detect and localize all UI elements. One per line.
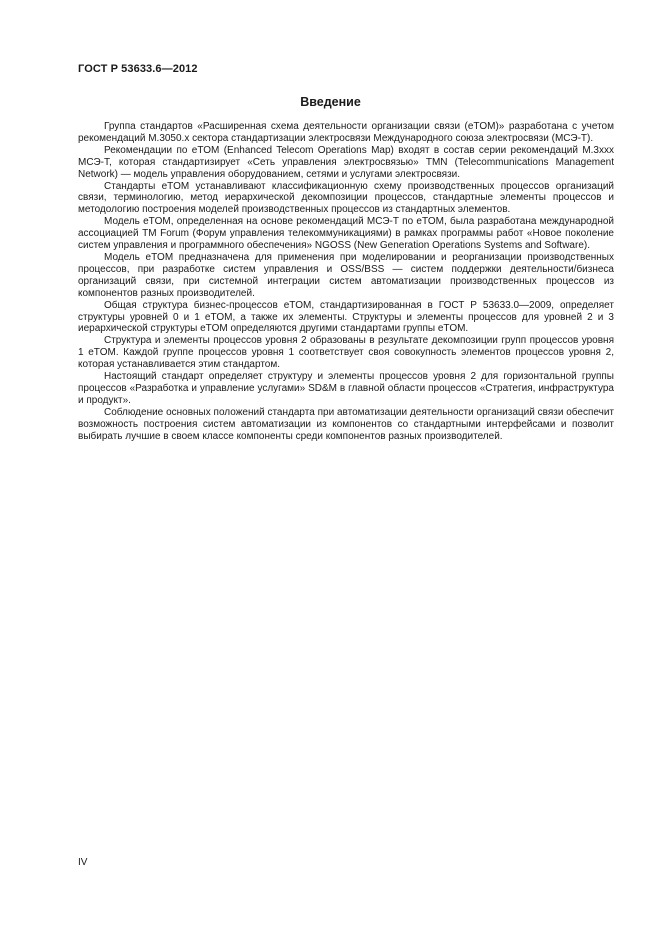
paragraph: Настоящий стандарт определяет структуру и элементы процессов уровня 2 для горизонтальной группы процессов «Разработка и управление услугами» SD&M в главной области процессов «Стратегия, инфраструктура и продукт». xyxy=(78,371,614,406)
paragraph: Соблюдение основных положений стандарта при автоматизации деятельности организаций связи обеспечит возможность построения систем автоматизации из компонентов со стандартными интерфейсами и позволит выбирать лучшие в своем классе компоненты среди компонентов разных производителей. xyxy=(78,406,614,442)
section-title: Введение xyxy=(300,95,361,109)
page-number: IV xyxy=(78,857,88,868)
introduction-body xyxy=(78,121,614,442)
paragraph: Модель eTOM предназначена для применения при моделировании и реорганизации производственных процессов, при разработке систем управления и OSS/BSS — систем поддержки деятельности/бизнеса организаций связи, при системной интеграции систем автоматизации производственных процессов из компонентов разных производителей. xyxy=(78,251,614,299)
paragraph: Структура и элементы процессов уровня 2 образованы в результате декомпозиции групп процессов уровня 1 eTOM. Каждой группе процессов уровня 1 соответствует своя совокупность элементов процессов уровня 2, которая устанавливается этим стандартом. xyxy=(78,335,614,371)
paragraph: Модель eTOM, определенная на основе рекомендаций МСЭ-Т по eTOM, была разработана международной ассоциацией TM Forum (Форум управления телекоммуникациями) в рамках программы работ «Новое поколение систем управления и программного обеспечения» NGOSS (New Generation Operations Systems and Software). xyxy=(78,216,614,252)
paragraph: Группа стандартов «Расширенная схема деятельности организации связи (eTOM)» разработана с учетом рекомендаций M.3050.x сектора стандартизации электросвязи Международного союза электросвязи (МСЭ-Т). xyxy=(78,121,614,144)
document-code: ГОСТ Р 53633.6—2012 xyxy=(78,63,198,75)
paragraph: Общая структура бизнес-процессов eTOM, стандартизированная в ГОСТ Р 53633.0—2009, определяет структуры уровней 0 и 1 eTOM, а также их элементы. Структуры и элементы процессов для уровней 2 и 3 иерархической структуры eTOM определяются другими стандартами группы eTOM. xyxy=(78,299,614,335)
paragraph: Стандарты eTOM устанавливают классификационную схему производственных процессов организаций связи, терминологию, метод иерархической декомпозиции процессов, стандартные элементы процессов и методологию построения моделей производственных процессов из стандартных элементов. xyxy=(78,180,614,216)
paragraph: Рекомендации по eTOM (Enhanced Telecom Operations Map) входят в состав серии рекомендаций M.3xxx МСЭ-Т, которая стандартизирует «Сеть управления электросвязью» TMN (Telecommunications Management Network) — модель управления оборудованием, сетями и услугами электросвязи. xyxy=(78,144,614,180)
